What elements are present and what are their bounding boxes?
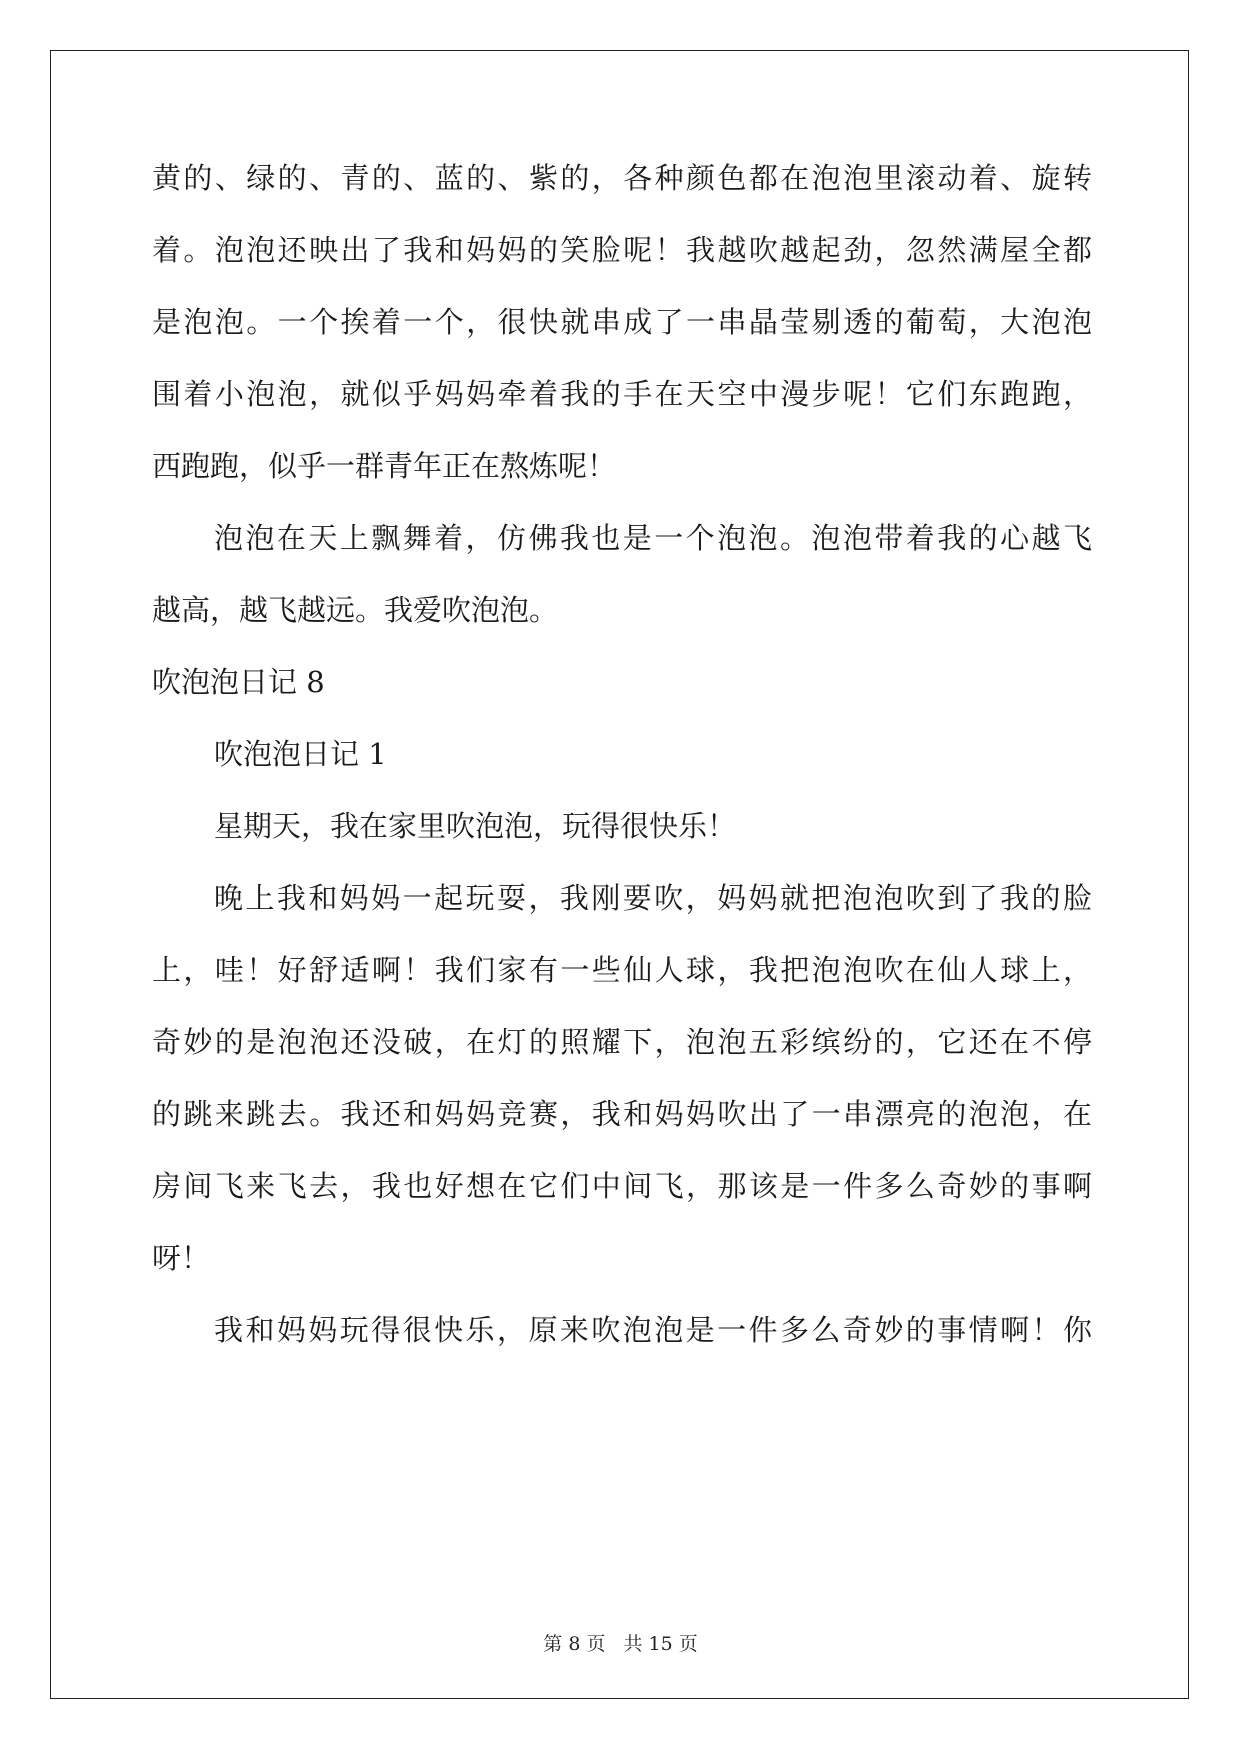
page-number-current: 第 8 页 [543, 1633, 606, 1655]
paragraph-line: 星期天，我在家里吹泡泡，玩得很快乐！ [214, 809, 737, 843]
section-heading: 吹泡泡日记 8 [152, 665, 325, 699]
paragraph-line: 围着小泡泡，就似乎妈妈牵着我的手在天空中漫步呢！它们东跑跑， [152, 377, 1092, 411]
subsection-heading: 吹泡泡日记 1 [214, 737, 387, 771]
paragraph-line: 西跑跑，似乎一群青年正在熬炼呢！ [152, 449, 617, 483]
page-footer [0, 1632, 1241, 1656]
paragraph-line: 着。泡泡还映出了我和妈妈的笑脸呢！我越吹越起劲，忽然满屋全都 [152, 233, 1092, 267]
paragraph-line: 我和妈妈玩得很快乐，原来吹泡泡是一件多么奇妙的事情啊！你 [214, 1313, 1092, 1347]
page-number-total: 共 15 页 [623, 1633, 698, 1655]
paragraph-line: 越高，越飞越远。我爱吹泡泡。 [152, 593, 559, 627]
paragraph-line: 奇妙的是泡泡还没破，在灯的照耀下，泡泡五彩缤纷的，它还在不停 [152, 1025, 1092, 1059]
paragraph-line: 上，哇！好舒适啊！我们家有一些仙人球，我把泡泡吹在仙人球上， [152, 953, 1092, 987]
page-border [50, 50, 1189, 1699]
paragraph-line: 黄的、绿的、青的、蓝的、紫的，各种颜色都在泡泡里滚动着、旋转 [152, 161, 1092, 195]
paragraph-line: 的跳来跳去。我还和妈妈竞赛，我和妈妈吹出了一串漂亮的泡泡，在 [152, 1097, 1092, 1131]
paragraph-line: 晚上我和妈妈一起玩耍，我刚要吹，妈妈就把泡泡吹到了我的脸 [214, 881, 1092, 915]
paragraph-line: 房间飞来飞去，我也好想在它们中间飞，那该是一件多么奇妙的事啊 [152, 1169, 1092, 1203]
paragraph-line: 泡泡在天上飘舞着，仿佛我也是一个泡泡。泡泡带着我的心越飞 [214, 521, 1092, 555]
paragraph-line: 是泡泡。一个挨着一个，很快就串成了一串晶莹剔透的葡萄，大泡泡 [152, 305, 1092, 339]
paragraph-line: 呀！ [152, 1241, 211, 1275]
